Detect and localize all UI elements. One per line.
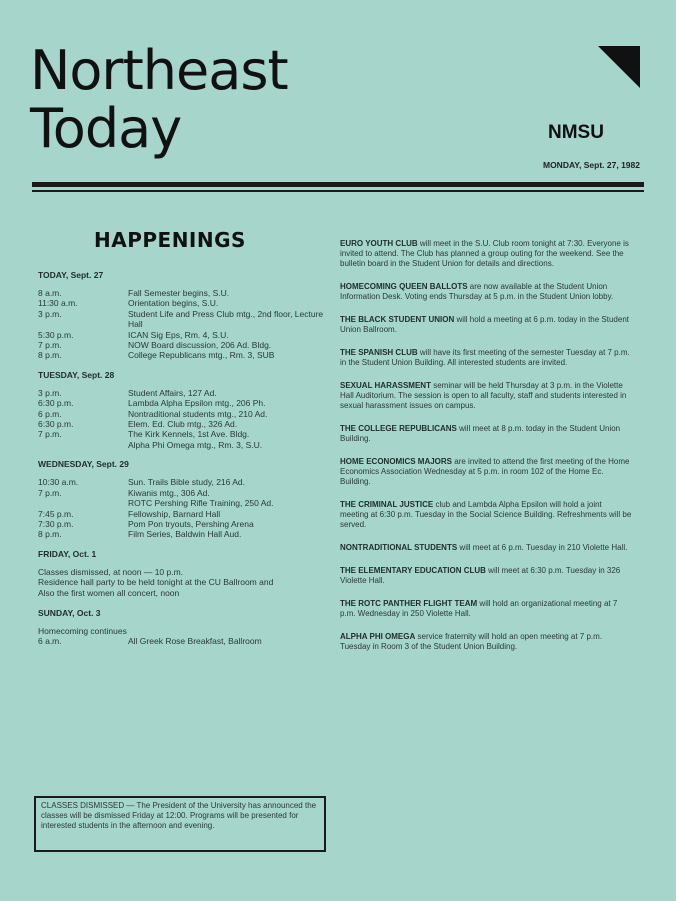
- notice-lead: THE SPANISH CLUB: [340, 348, 418, 357]
- event-desc: ICAN Sig Eps, Rm. 4, S.U.: [128, 329, 229, 340]
- day-heading: TUESDAY, Sept. 28: [38, 369, 115, 380]
- event-row: [38, 350, 328, 360]
- corner-triangle-icon: [598, 46, 640, 88]
- event-time: 6 a.m.: [38, 635, 62, 646]
- notice-item: [340, 381, 632, 411]
- event-time: 8 p.m.: [38, 529, 62, 540]
- event-desc: All Greek Rose Breakfast, Ballroom: [128, 635, 262, 646]
- event-time: 6:30 p.m.: [38, 398, 74, 409]
- event-desc: Orientation begins, S.U.: [128, 298, 219, 309]
- event-row: [38, 429, 328, 439]
- day-block-friday: [38, 549, 328, 599]
- event-row: [38, 440, 328, 450]
- notice-item: [340, 543, 632, 553]
- event-time: Homecoming continues: [38, 625, 127, 636]
- event-time: [38, 498, 128, 508]
- notice-lead: THE COLLEGE REPUBLICANS: [340, 424, 457, 433]
- event-time: [38, 440, 128, 450]
- org-name: NMSU: [548, 122, 604, 143]
- event-row: [38, 309, 328, 330]
- event-time: 3 p.m.: [38, 308, 62, 319]
- notice-item: [340, 599, 632, 619]
- announcement-text: CLASSES DISMISSED — The President of the University has announced the classes will be dismissed Friday at 12:00. Programs will be presented for interested students in the afternoon and evening.: [41, 801, 317, 830]
- day-heading: SUNDAY, Oct. 3: [38, 607, 101, 618]
- event-desc: Pom Pon tryouts, Pershing Arena: [128, 518, 254, 529]
- event-row: [38, 477, 328, 487]
- event-time: 7:45 p.m.: [38, 508, 74, 519]
- notice-item: [340, 457, 632, 487]
- event-row: [38, 488, 328, 498]
- event-time: 7 p.m.: [38, 429, 62, 440]
- masthead-rule-thick: [32, 182, 644, 187]
- notice-body: will have its first meeting of the semester Tuesday at 7 p.m. in the Student Union Building. All interested students are invited.: [340, 348, 630, 367]
- event-desc: NOW Board discussion, 206 Ad. Bldg.: [128, 340, 272, 351]
- event-row: [38, 388, 328, 398]
- day-heading: WEDNESDAY, Sept. 29: [38, 459, 129, 470]
- event-desc: Student Affairs, 127 Ad.: [128, 387, 217, 398]
- event-row: [38, 519, 328, 529]
- event-row: [38, 288, 328, 298]
- friday-note-line: Classes dismissed, at noon — 10 p.m.: [38, 566, 184, 577]
- event-desc: Nontraditional students mtg., 210 Ad.: [128, 408, 268, 419]
- event-desc: Elem. Ed. Club mtg., 326 Ad.: [128, 419, 238, 430]
- notice-item: [340, 315, 632, 335]
- event-row: [38, 398, 328, 408]
- notice-body: will meet at 8 p.m. today in the Student Union Building.: [340, 424, 621, 443]
- schedule-column: [38, 270, 328, 655]
- event-desc: Lambda Alpha Epsilon mtg., 206 Ph.: [128, 398, 266, 409]
- event-time: 3 p.m.: [38, 387, 62, 398]
- event-desc: ROTC Pershing Rifle Training, 250 Ad.: [128, 498, 274, 509]
- notice-item: [340, 632, 632, 652]
- event-desc: Sun. Trails Bible study, 216 Ad.: [128, 477, 246, 488]
- notice-item: [340, 348, 632, 368]
- notice-lead: THE ROTC PANTHER FLIGHT TEAM: [340, 599, 478, 608]
- notice-lead: EURO YOUTH CLUB: [340, 239, 418, 248]
- event-time: 7:30 p.m.: [38, 518, 74, 529]
- event-time: 6:30 p.m.: [38, 419, 74, 430]
- day-block-tuesday: [38, 370, 328, 450]
- event-row: [38, 636, 328, 646]
- masthead-title: [30, 39, 288, 160]
- event-time: 6 p.m.: [38, 408, 62, 419]
- notice-item: [340, 566, 632, 586]
- notice-item: [340, 282, 632, 302]
- event-desc: Kiwanis mtg., 306 Ad.: [128, 487, 210, 498]
- notice-item: [340, 239, 632, 269]
- announcement-box: [34, 796, 326, 852]
- event-desc: The Kirk Kennels, 1st Ave. Bldg.: [128, 429, 250, 440]
- event-time: 7 p.m.: [38, 340, 62, 351]
- day-block-wednesday: [38, 459, 328, 539]
- notice-body: club and Lambda Alpha Epsilon will hold a joint meeting at 6:30 p.m. Tuesday in the Social Science Building. Refreshments will be served.: [340, 500, 632, 529]
- notice-lead: SEXUAL HARASSMENT: [340, 381, 431, 390]
- notice-item: [340, 500, 632, 530]
- notice-body: are now available at the Student Union Information Desk. Voting ends Thursday at 5 p.m. in the Student Union lobby.: [340, 282, 614, 301]
- event-time: 5:30 p.m.: [38, 329, 74, 340]
- notice-lead: THE ELEMENTARY EDUCATION CLUB: [340, 566, 486, 575]
- notice-body: will hold an organizational meeting at 7 p.m. Wednesday in 250 Violette Hall.: [340, 599, 618, 618]
- notice-lead: HOME ECONOMICS MAJORS: [340, 457, 453, 466]
- event-row: [38, 419, 328, 429]
- event-time: 7 p.m.: [38, 487, 62, 498]
- friday-note-line: Also the first women all concert, noon: [38, 587, 180, 598]
- event-row: [38, 509, 328, 519]
- event-row: [38, 498, 328, 508]
- event-time: 11:30 a.m.: [38, 298, 78, 309]
- notice-body: will meet at 6 p.m. Tuesday in 210 Violette Hall.: [459, 543, 628, 552]
- friday-note-line: Residence hall party to be held tonight at the CU Ballroom and: [38, 577, 274, 588]
- event-row: [38, 529, 328, 539]
- day-block-sunday: [38, 608, 328, 647]
- event-desc: College Republicans mtg., Rm. 3, SUB: [128, 350, 275, 361]
- event-row: [38, 330, 328, 340]
- event-time: 10:30 a.m.: [38, 477, 79, 488]
- notice-body: are invited to attend the first meeting of the Home Economics Association Wednesday at 5 p.m. in room 102 of the Home Ec. Building.: [340, 457, 630, 486]
- event-desc: Film Series, Baldwin Hall Aud.: [128, 529, 242, 540]
- notice-body: will hold a meeting at 6 p.m. today in the Student Union Ballroom.: [340, 315, 629, 334]
- event-desc: Fall Semester begins, S.U.: [128, 288, 230, 298]
- notice-body: service fraternity will hold an open meeting at 7 p.m. Tuesday in Room 3 of the Student Union Building.: [340, 632, 603, 651]
- event-row: [38, 409, 328, 419]
- event-time: 8 p.m.: [38, 350, 62, 361]
- event-desc: Fellowship, Barnard Hall: [128, 508, 221, 519]
- notices-column: [340, 239, 632, 665]
- event-desc: [127, 626, 328, 636]
- notice-body: will meet at 6:30 p.m. Tuesday in 326 Violette Hall.: [340, 566, 621, 585]
- masthead-title-line2: Today: [30, 97, 182, 160]
- day-heading: TODAY, Sept. 27: [38, 270, 104, 280]
- notice-item: [340, 424, 632, 444]
- day-heading: FRIDAY, Oct. 1: [38, 548, 97, 559]
- notice-body: will meet in the S.U. Club room tonight at 7:30. Everyone is invited to attend. The Club has planned a group outing for the weekend. See the bulletin board in the Student Union for details and directions.: [340, 239, 629, 268]
- day-block-today: [38, 270, 328, 361]
- event-row: [38, 340, 328, 350]
- dateline: MONDAY, Sept. 27, 1982: [542, 160, 640, 170]
- section-title: HAPPENINGS: [94, 228, 246, 252]
- event-row: [38, 298, 328, 308]
- masthead-title-line1: Northeast: [30, 39, 288, 102]
- event-desc: Student Life and Press Club mtg., 2nd floor, Lecture Hall: [128, 308, 324, 330]
- masthead-rule-thin: [32, 190, 644, 192]
- notice-lead: ALPHA PHI OMEGA: [340, 632, 416, 641]
- event-row: [38, 626, 328, 636]
- event-time: 8 a.m.: [38, 288, 62, 298]
- notice-body: seminar will be held Thursday at 3 p.m. in the Violette Hall Auditorium. The session is open to all faculty, staff and students interested in sexual harassment issues on campus.: [340, 381, 627, 410]
- notice-lead: NONTRADITIONAL STUDENTS: [340, 543, 458, 552]
- notice-lead: THE CRIMINAL JUSTICE: [340, 500, 434, 509]
- event-desc: Alpha Phi Omega mtg., Rm. 3, S.U.: [128, 439, 263, 450]
- notice-lead: THE BLACK STUDENT UNION: [340, 315, 455, 324]
- notice-lead: HOMECOMING QUEEN BALLOTS: [340, 282, 468, 291]
